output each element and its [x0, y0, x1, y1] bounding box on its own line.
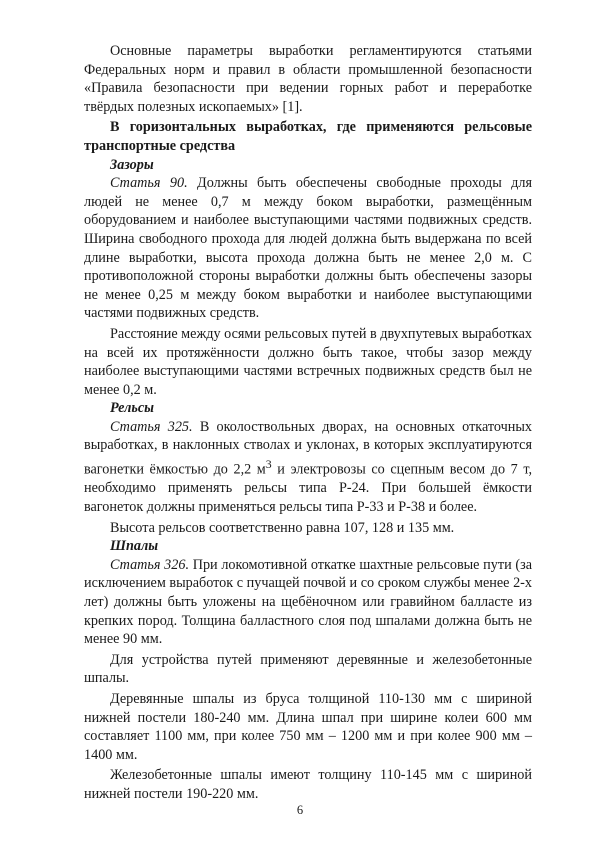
- rails-height-paragraph: Высота рельсов соответственно равна 107, 128 и 135 мм.: [110, 519, 455, 536]
- rails-subheading: Рельсы: [110, 400, 155, 417]
- article-326-ref: Статья 326.: [110, 556, 190, 573]
- concrete-sleepers-paragraph: Железобетонные шпалы имеют толщину 110-145 мм с шириной нижней постели 190-220 мм.: [84, 767, 532, 802]
- section-heading: В горизонтальных выработках, где применяются рельсовые транспортные средства: [84, 119, 532, 154]
- wooden-sleepers-paragraph: Деревянные шпалы из бруса толщиной 110-130 мм с шириной нижней постели 180-240 мм. Длина шпал при ширине колеи 600 мм составляет 1100 мм, при колее 750 мм – 1200 мм и при колее 900 мм – 1400 мм.: [84, 690, 532, 763]
- sleepers-subheading: Шпалы: [110, 538, 159, 555]
- rails-article-paragraph: [84, 418, 532, 517]
- article-90-text: Должны быть обеспечены свободные проходы для людей не менее 0,7 м между боком выработки, размещённым оборудованием и наиболее выступающими частями подвижных средств. Ширина свободного прохода для людей должна быть выдержана по всей длине выработки, высота прохода должна быть не менее 2,0 м. С противоположной стороны выработки должны быть обеспечены зазоры не менее 0,25 м между боком выработки и наиболее выступающими частями подвижных средств.: [84, 175, 533, 322]
- article-325-superscript: 3: [265, 457, 272, 472]
- sleepers-types-paragraph: Для устройства путей применяют деревянные и железобетонные шпалы.: [84, 651, 532, 687]
- document-page: [84, 42, 532, 803]
- sleepers-article-paragraph: [84, 556, 532, 649]
- article-325-ref: Статья 325.: [110, 418, 193, 435]
- article-325-text-a: В околоствольных дворах, на основных откаточных выработках, в наклонных стволах и уклонах, в которых эксплуатируются вагонетки ёмкостью до 2,2 м: [84, 418, 532, 478]
- page-number: 6: [296, 803, 304, 817]
- article-90-ref: Статья 90.: [110, 175, 188, 192]
- gaps-subheading: Зазоры: [110, 156, 154, 173]
- gaps-distance-paragraph: Расстояние между осями рельсовых путей в двухпутевых выработках на всей их протяжённости должно быть такое, чтобы зазор между наиболее выступающими частями встречных подвижных средств был не менее 0,2 м.: [84, 325, 532, 398]
- gaps-article-paragraph: [84, 174, 532, 323]
- article-326-text: При локомотивной откатке шахтные рельсовые пути (за исключением выработок с пучащей почвой и со сроком службы менее 2-х лет) должны быть уложены на щебёночном или гравийном балласте из крепких пород. Толщина балластного слоя под шпалами должна быть не менее 90 мм.: [84, 556, 532, 648]
- article-325-text-b: и электровозы со сцепным весом до 7 т, необходимо применять рельсы типа Р-24. При большей ёмкости вагонеток должны применяться рельсы типа Р-33 и Р-38 и более.: [84, 461, 533, 515]
- intro-paragraph: Основные параметры выработки регламентируются статьями Федеральных норм и правил в области промышленной безопасности «Правила безопасности при ведении горных работ и переработке твёрдых полезных ископаемых» [1].: [84, 43, 532, 115]
